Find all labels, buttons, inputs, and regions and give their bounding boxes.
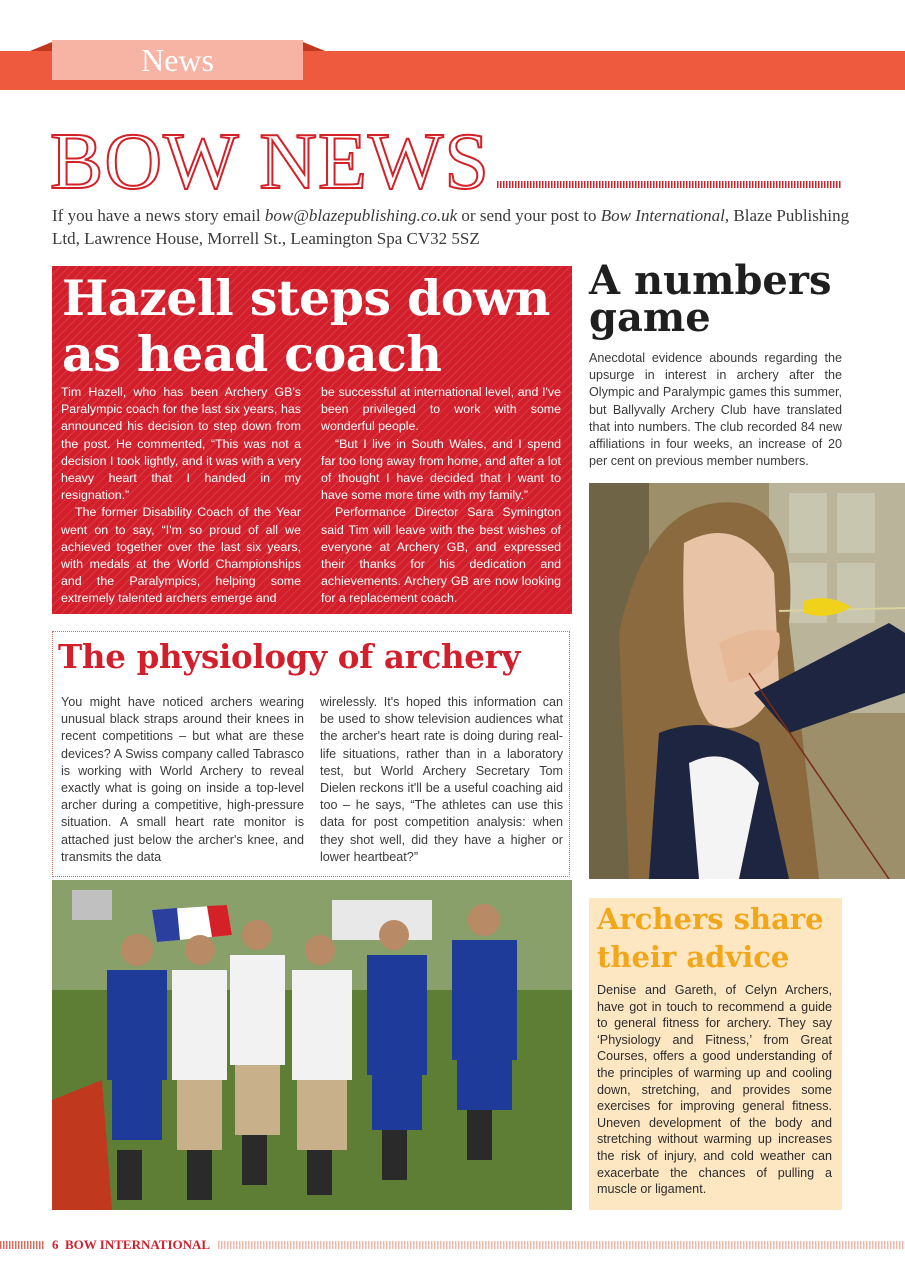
footer-magazine: BOW INTERNATIONAL: [65, 1237, 211, 1252]
section-tab: News: [52, 40, 303, 80]
banner-fold-left: [30, 42, 52, 51]
intro-pre: If you have a news story email: [52, 206, 265, 225]
girl-archer-illustration: [589, 483, 905, 879]
team-photo: [52, 880, 572, 1210]
page-title: BOW NEWS: [50, 118, 490, 206]
title-rule: [497, 181, 842, 188]
advice-body: Denise and Gareth, of Celyn Archers, have got in touch to recommend a guide to general fitness for archery. They say ‘Physiology and Fitness,’ from Great Courses, offers a good understanding of the principles of warming up and cooling down, stretching, and provides some exercises for improving general fitness. Uneven development of the body and stretching without warming up increases the risk of injury, and cold weather can exacerbate the chances of pulling a muscle or ligament.: [597, 983, 832, 1197]
numbers-body: Anecdotal evidence abounds regarding the upsurge in interest in archery after the Olympic and Paralympic games this summer, but Ballyvally Archery Club have translated that into numbers. The club recorded 84 new affiliations in four weeks, an increase of 20 per cent on previous member numbers.: [589, 351, 842, 469]
numbers-headline: A numbers game: [589, 257, 832, 341]
email-link[interactable]: bow@blazepublishing.co.uk: [264, 206, 458, 225]
intro-text: [52, 204, 852, 250]
physiology-column-1: You might have noticed archers wearing unusual black straps around their knees in recent competitions – but what are these devices? A Swiss company called Tabrasco is working with World Archery to reveal exactly what is going on inside a top-level archer during a competitive, high-pressure situation. A small heart rate monitor is attached just below the archer's knee, and transmits the data: [61, 695, 304, 864]
physiology-headline: The physiology of archery: [58, 637, 521, 676]
hazell-paragraph: Tim Hazell, who has been Archery GB's Paralympic coach for the last six years, has announced his decision to step down from the post. He commented, “This was not a decision I took lightly, and it was with a very heavy heart that I handed in my resignation.”: [61, 385, 301, 503]
hazell-column-1: [61, 384, 301, 608]
hazell-headline: Hazell steps down as head coach: [62, 269, 550, 383]
hazell-paragraph: The former Disability Coach of the Year went on to say, “I'm so proud of all we achieved together over the last six years, with medals at the World Championships and the Paralympics, helping some extremely talented archers emerge and: [61, 505, 301, 606]
page-number: 6: [52, 1237, 59, 1252]
intro-mid: or send your post to: [457, 206, 601, 225]
girl-archer-photo: [589, 483, 905, 879]
hazell-paragraph: Performance Director Sara Symington said Tim will leave with the best wishes of everyone at Archery GB, and expressed their thanks for his dedication and achievements. Archery GB are now looking for a replacement coach.: [321, 505, 561, 606]
advice-headline: Archers share their advice: [597, 902, 824, 974]
footer-rule-left: [0, 1241, 44, 1249]
hazell-paragraph: be successful at international level, and I've been privileged to work with some wonderful people.: [321, 385, 561, 434]
team-illustration: [52, 880, 572, 1210]
footer-folio: [52, 1237, 210, 1253]
hazell-column-2: [321, 384, 561, 608]
intro-post: , Blaze Publishing Ltd, Lawrence House, Morrell St., Leamington Spa CV32 5SZ: [52, 206, 850, 248]
hazell-paragraph: “But I live in South Wales, and I spend far too long away from home, and after a lot of thought I have decided that I want to have some more time with my family.”: [321, 436, 561, 503]
footer-rule-right: [218, 1241, 905, 1249]
magazine-name: Bow International: [600, 206, 725, 225]
banner-fold-right: [303, 42, 325, 51]
physiology-column-2: wirelessly. It's hoped this information can be used to show television audiences what the archer's heart rate is doing during real-life situations, rather than in a laboratory test, but World Archery Secretary Tom Dielen reckons it'll be a useful coaching aid too – he says, “The athletes can use this data for post competition analysis: when they shot well, did they have a higher or lower heartbeat?”: [320, 695, 563, 864]
